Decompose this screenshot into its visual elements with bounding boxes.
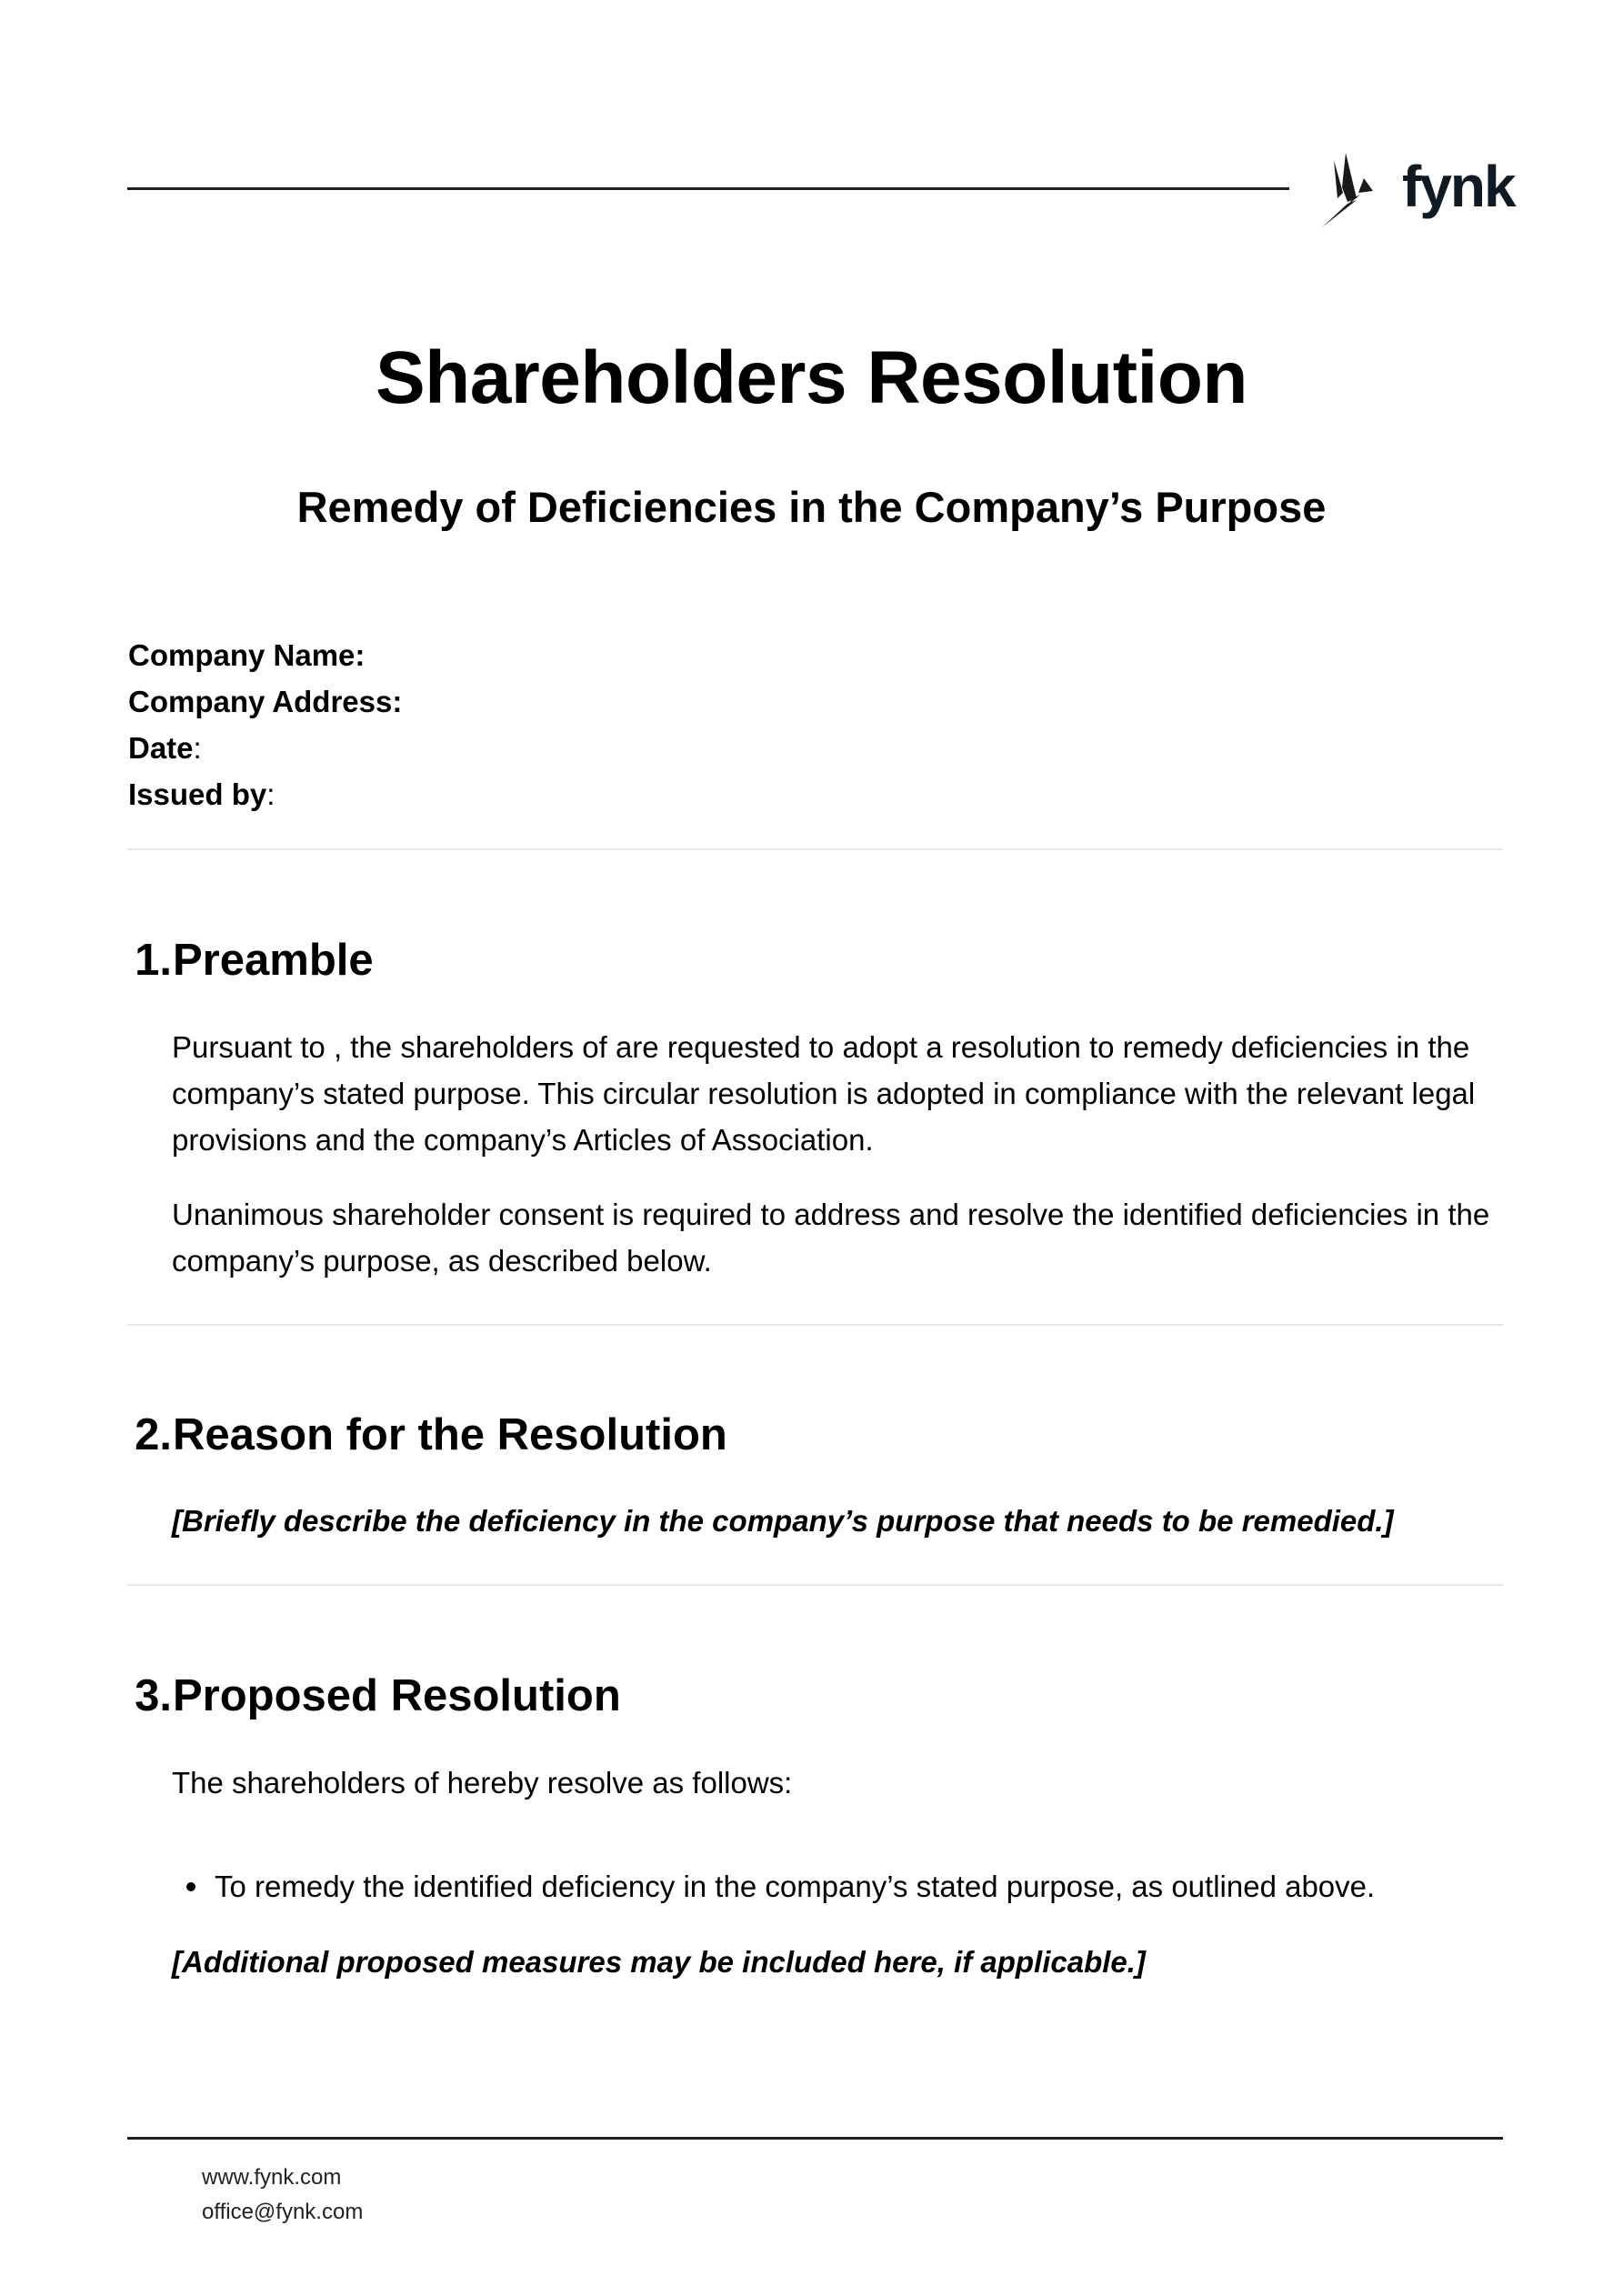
info-issued-by [128, 771, 402, 817]
bullet-text: To remedy the identified deficiency in the company’s stated purpose, as outlined above. [215, 1870, 1376, 1903]
section-heading-preamble [118, 933, 374, 988]
footer-email-link[interactable]: office@fynk.com [202, 2200, 364, 2224]
info-date [128, 725, 402, 771]
section-heading-proposed-resolution [118, 1669, 621, 1723]
info-label: Company Address [128, 685, 393, 718]
info-colon: : [355, 638, 366, 672]
header-rule [127, 187, 1289, 190]
document-title: Shareholders Resolution [375, 336, 1247, 419]
section-divider [127, 1584, 1503, 1586]
info-colon: : [193, 731, 202, 765]
footer-contact [202, 2161, 363, 2230]
info-colon: : [392, 685, 403, 718]
logo-wordmark: fynk [1402, 154, 1515, 219]
section-divider [127, 1324, 1503, 1326]
info-label: Date [128, 731, 194, 765]
resolution-bullet-item [186, 1863, 1375, 1910]
section-number: 1. [135, 936, 172, 985]
preamble-paragraph-2: Unanimous shareholder consent is required to address and resolve the identified deficiencies in the company’s purpose, as described below. [172, 1198, 1490, 1278]
info-label: Issued by [128, 777, 267, 811]
section-number: 2. [135, 1410, 172, 1459]
section-heading-reason [118, 1408, 727, 1462]
info-label: Company Name [128, 638, 356, 672]
section-title: Preamble [173, 936, 374, 985]
bullet-icon [186, 1882, 195, 1891]
resolution-intro: The shareholders of hereby resolve as follows: [172, 1766, 793, 1800]
section-number: 3. [135, 1671, 172, 1720]
info-company-name [128, 632, 402, 678]
preamble-paragraph-1: Pursuant to , the shareholders of are requested to adopt a resolution to remedy deficiencies in the company’s stated purpose. This circular resolution is adopted in compliance with the relevant legal provisions and the company’s Articles of Association. [172, 1030, 1476, 1157]
section-title: Proposed Resolution [173, 1671, 621, 1720]
origami-bird-icon [1320, 151, 1388, 227]
fynk-logo [1320, 151, 1515, 227]
reason-placeholder: [Briefly describe the deficiency in the company’s purpose that needs to be remedied.] [172, 1504, 1394, 1538]
additional-measures-placeholder: [Additional proposed measures may be included here, if applicable.] [172, 1945, 1146, 1979]
info-company-address [128, 678, 402, 725]
document-subtitle: Remedy of Deficiencies in the Company’s Purpose [296, 483, 1327, 531]
footer-rule [127, 2137, 1503, 2140]
section-divider [127, 848, 1503, 850]
info-colon: : [266, 777, 276, 811]
footer-website-link[interactable]: www.fynk.com [202, 2165, 342, 2190]
section-title: Reason for the Resolution [173, 1410, 727, 1459]
company-info-block [128, 632, 402, 817]
